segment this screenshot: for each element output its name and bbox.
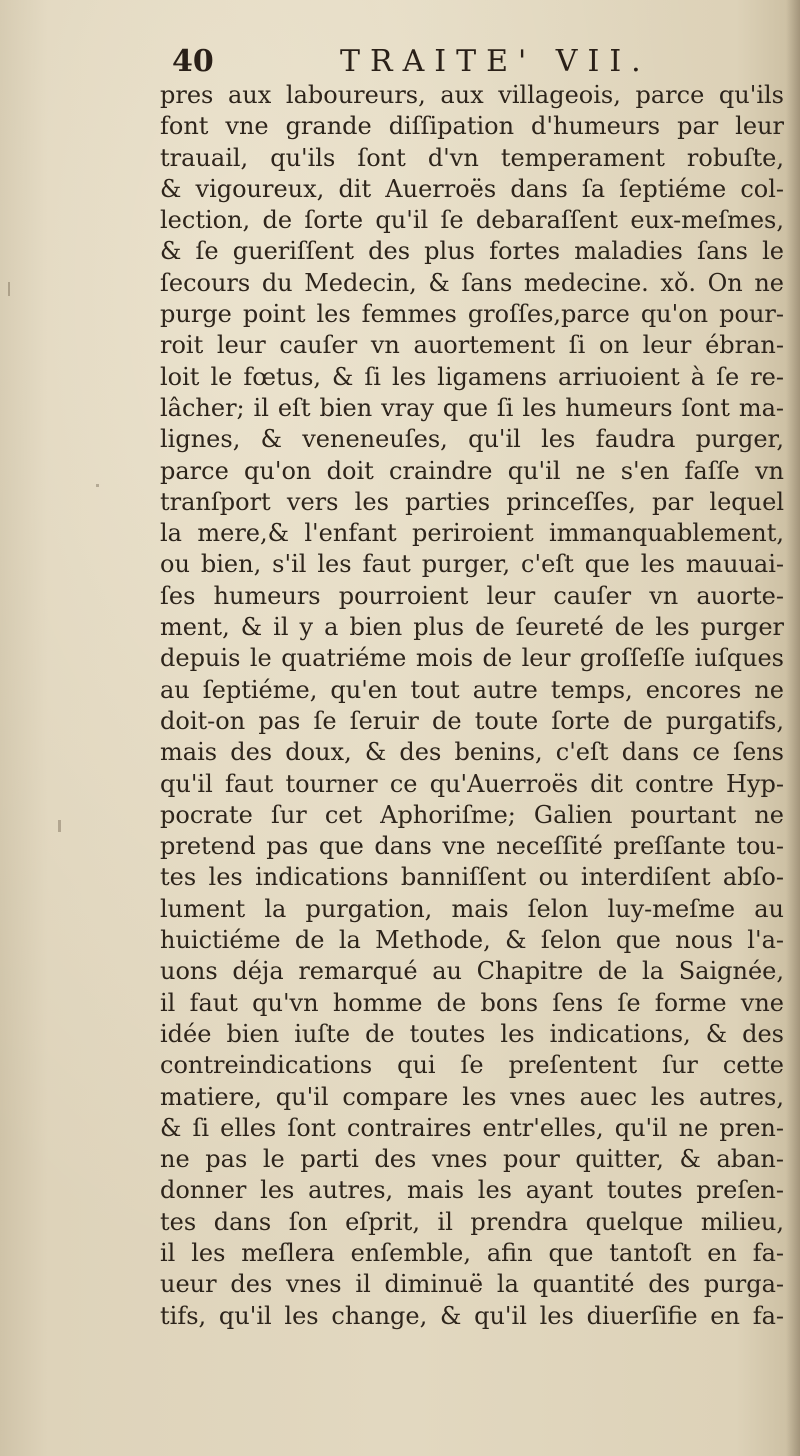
text-line: purge point les femmes groſſes,parce qu'on pour- [160,300,784,329]
text-line: lection, de ſorte qu'il ſe debaraſſent eux-meſmes, [160,206,784,235]
text-line: ſecours du Medecin, & ſans medecine. xǒ. On ne [160,268,784,297]
text-line: font vne grande diſſipation d'humeurs par leur [160,112,784,141]
text-line: trauail, qu'ils ſont d'vn temperament robuſte, [160,143,784,172]
text-line: au ſeptiéme, qu'en tout autre temps, encores ne [160,675,784,704]
text-line: matiere, qu'il compare les vnes auec les autres, [160,1082,784,1111]
text-line: huictiéme de la Methode, & ſelon que nous l'a- [160,926,784,955]
text-line: lument la purgation, mais ſelon luy-meſme au [160,894,784,923]
text-line: tranſport vers les parties princeſſes, par lequel [160,487,784,516]
body-text [160,80,784,1332]
text-line: uons déja remarqué au Chapitre de la Saignée, [160,957,784,986]
text-line: & ſi elles ſont contraires entr'elles, qu'il ne pren- [160,1113,784,1142]
text-line: pres aux laboureurs, aux villageois, parce qu'ils [160,81,784,109]
text-line: lignes, & veneneuſes, qu'il les faudra purger, [160,425,784,454]
text-line: depuis le quatriéme mois de leur groſſeſſe iuſques [160,644,784,673]
text-line: ueur des vnes il diminuë la quantité des purga- [160,1270,784,1299]
page-edge-shadow [786,0,800,1456]
text-line: lâcher; il eſt bien vray que ſi les humeurs ſont ma- [160,393,784,422]
text-line: qu'il faut tourner ce qu'Auerroës dit contre Hyp- [160,769,784,798]
text-line: contreindications qui ſe preſentent ſur cette [160,1051,784,1080]
text-line: la mere,& l'enfant periroient immanquablement, [160,519,784,548]
text-line: donner les autres, mais les ayant toutes preſen- [160,1176,784,1205]
text-line: & vigoureux, dit Auerroës dans ſa ſeptiéme col- [160,174,784,203]
text-line: il faut qu'vn homme de bons ſens ſe forme vne [160,988,784,1017]
text-line: idée bien iuſte de toutes les indications, & des [160,1019,784,1048]
text-line: & ſe gueriſſent des plus fortes maladies ſans le [160,237,784,266]
text-line: ne pas le parti des vnes pour quitter, & aban- [160,1145,784,1174]
text-line: parce qu'on doit craindre qu'il ne s'en faſſe vn [160,456,784,485]
text-line: mais des doux, & des benins, c'eſt dans ce ſens [160,738,784,767]
text-line: ſes humeurs pourroient leur cauſer vn auorte- [160,581,784,610]
text-line: loit le fœtus, & ſi les ligamens arriuoient à ſe re- [160,362,784,391]
text-line: tifs, qu'il les change, & qu'il les diuerſifie en fa- [160,1301,784,1330]
text-line: tes les indications banniſſent ou interdiſent abſo- [160,863,784,892]
text-line: roit leur cauſer vn auortement ſi on leur ébran- [160,331,784,360]
text-line: il les meſlera enſemble, afin que tantoſt en fa- [160,1238,784,1267]
margin-speck [8,282,10,296]
text-line: ment, & il y a bien plus de ſeureté de les purger [160,613,784,642]
page-number: 40 [172,44,214,79]
text-line: tes dans ſon eſprit, il prendra quelque milieu, [160,1207,784,1236]
margin-speck [58,820,61,832]
running-title: TRAITE' VII. [340,44,651,79]
text-line: pocrate ſur cet Aphoriſme; Galien pourtant ne [160,800,784,829]
margin-speck [96,484,99,487]
text-line: doit-on pas ſe ſeruir de toute ſorte de purgatifs, [160,706,784,735]
text-line: pretend pas que dans vne neceſſité preſſante tou- [160,832,784,861]
text-line: ou bien, s'il les faut purger, c'eſt que les mauuai- [160,550,784,579]
page-header [172,40,772,84]
